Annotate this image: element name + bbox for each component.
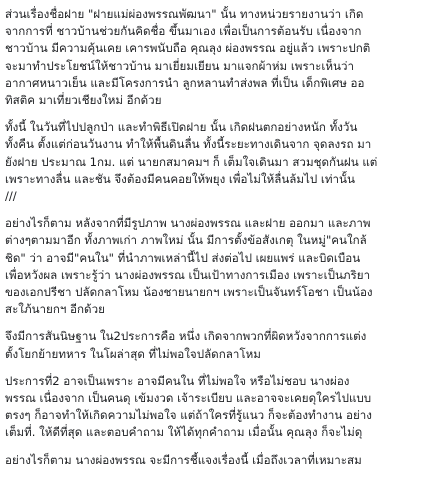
text-line: ทิสติค มาเที่ยวเชียงใหม่ อีกด้วย <box>5 93 162 108</box>
post-body <box>5 6 430 479</box>
text-line: อากาศหนาวเย็น และมีโครงการนำ ลูกหลานทำส่งพล ที่เป็น เด็กพิเศษ ออ <box>5 75 365 90</box>
text-line: อย่างไรก็ตาม หลังจากที่มีรูปภาพ นางผ่องพรรณ และฝาย ออกมา และภาพ <box>5 216 371 231</box>
paragraph-hypothesis-two <box>5 373 430 442</box>
text-line: เพราะทางลื่น และชัน จึงต้องมีคนคอยให้พยุง เพื่อไม่ให้ลื่นล้มไป เท่านั้น <box>5 171 355 186</box>
text-line: เต็มที่. ให้ดีที่สุด และตอบคำถาม ให้ได้ทุกคำถาม เมื่อนั้น คุณลุง ก็จะไม่ดุ <box>5 425 363 440</box>
paragraph-photos <box>5 215 430 318</box>
text-line: /// <box>5 189 17 204</box>
text-line: พรรณ เนื่องจาก เป็นคนดุ เข้มงวด เจ้าระเบียบ และอาจจะเคยดุใครไปแบบ <box>5 391 372 406</box>
text-line: สะใภ้นายกฯ อีกด้วย <box>5 302 105 317</box>
text-line: ส่วนเรื่องชื่อฝาย "ฝายแม่ผ่องพรรณพัฒนา" นั้น ทางหน่วยรายงานว่า เกิด <box>5 7 364 21</box>
paragraph-rain-day <box>5 119 430 205</box>
text-line: ของเอกปรีชา ปลัดกลาโหม น้องชายนายกฯ เพราะเป็นจันทร์โอชา เป็นน้อง <box>5 285 373 300</box>
text-line: ต่างๆตามมาอีก ทั้งภาพเก่า ภาพใหม่ นั้น มีการตั้งข้อสังเกตุ ในหมู่"คนใกล้ <box>5 233 367 248</box>
text-line: ทั้งนี้ ในวันที่ไปปลูกป่า และทำพิธีเปิดฝาย นั้น เกิดฝนตกอย่างหนัก ทั้งวัน <box>5 120 358 135</box>
text-line: จึงมีการสันนิษฐาน ใน2ประการคือ หนึ่ง เกิดจากพวกที่ผิดหวังจากการแต่ง <box>5 329 367 344</box>
text-line: ตรงๆ ก็อาจทำให้เกิดความไม่พอใจ แต่ถ้าใครที่รู้แนว ก็จะต้องทำงาน อย่าง <box>5 408 372 423</box>
text-line: ชิด" ว่า อาจมี"คนใน" ที่นำภาพเหล่านี้ไป ส่งต่อไป เผยแพร่ และบิดเบือน <box>5 250 361 265</box>
text-line: เพื่อหวังผล เพราะรู้ว่า นางผ่องพรรณ เป็นเป้าทางการเมือง เพราะเป็นภริยา <box>5 267 371 282</box>
paragraph-hypothesis-one <box>5 328 430 362</box>
text-line: ชาวบ้าน มีความคุ้นเคย เคารพนับถือ คุณลุง ผ่องพรรณ อยู่แล้ว เพราะปกติ <box>5 41 371 56</box>
text-line: ทั้งคืน ตั้งแต่ก่อนวันงาน ทำให้พื้นดินลื่น ทั้งนี้ระยะทางเดินจาก จุดลงรถ มา <box>5 137 372 152</box>
paragraph-conclusion <box>5 452 430 469</box>
paragraph-weir-name <box>5 6 430 109</box>
text-line: จะมาทำประโยชน์ให้ชาวบ้าน มาเยี่ยมเยียน มาแจกผ้าห่ม เพราะเห็นว่า <box>5 58 354 73</box>
text-line: ตั้งโยกย้ายทหาร ในโผล่าสุด ที่ไม่พอใจปลัดกลาโหม <box>5 346 261 361</box>
text-line: จากการที่ ชาวบ้านช่วยกันคิดชื่อ ขึ้นมาเอง เพื่อเป็นการต้อนรับ เนื่องจาก <box>5 24 362 39</box>
text-line: ยังฝาย ประมาณ 1กม. แต่ นายกสมาคมฯ ก็ เต็มใจเดินมา สวมชุดกันฝน แต่ <box>5 154 378 169</box>
text-line: ประการที่2 อาจเป็นเพราะ อาจมีคนใน ที่ไม่พอใจ หรือไม่ชอบ นางผ่อง <box>5 373 350 388</box>
text-line: อย่างไรก็ตาม นางผ่องพรรณ จะมีการชี้แจงเรื่องนี้ เมื่อถึงเวลาที่เหมาะสม <box>5 452 362 467</box>
